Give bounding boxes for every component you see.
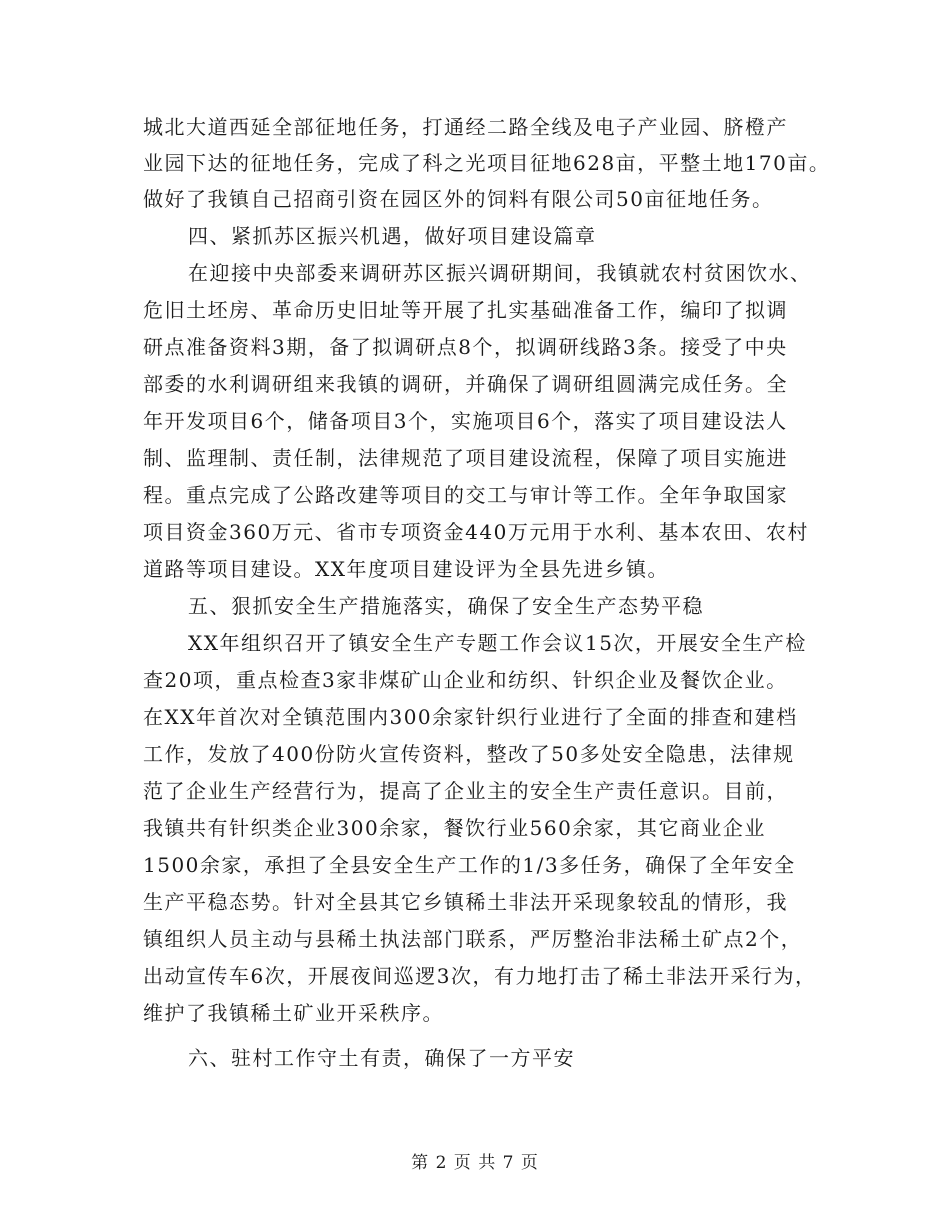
body-text-line: 镇组织人员主动与县稀土执法部门联系，严厉整治非法稀土矿点2个，: [143, 927, 803, 951]
section-heading-6: 六、驻村工作守土有责，确保了一方平安: [188, 1046, 575, 1070]
body-text-line: 1500余家，承担了全县安全生产工作的1/3多任务，确保了全年安全: [143, 853, 796, 877]
body-text-line: 危旧土坯房、革命历史旧址等开展了扎实基础准备工作，编印了拟调: [143, 298, 788, 322]
body-text-line: 出动宣传车6次，开展夜间巡逻3次，有力地打击了稀土非法开采行为，: [143, 964, 817, 988]
page-number-footer: 第 2 页 共 7 页: [411, 1153, 539, 1173]
body-text-line: 制、监理制、责任制，法律规范了项目建设流程，保障了项目实施进: [143, 446, 788, 470]
body-text-line: 研点准备资料3期，备了拟调研点8个，拟调研线路3条。接受了中央: [143, 335, 788, 359]
body-text-line: 查20项，重点检查3家非煤矿山企业和纺织、针织企业及餐饮企业。: [143, 668, 788, 692]
body-text-line: 生产平稳态势。针对全县其它乡镇稀土非法开采现象较乱的情形，我: [143, 890, 788, 914]
body-text-line: 部委的水利调研组来我镇的调研，并确保了调研组圆满完成任务。全: [143, 372, 788, 396]
body-text-line: 范了企业生产经营行为，提高了企业主的安全生产责任意识。目前，: [143, 779, 788, 803]
body-text-line: 程。重点完成了公路改建等项目的交工与审计等工作。全年争取国家: [143, 483, 788, 507]
body-text-line: 年开发项目6个，储备项目3个，实施项目6个，落实了项目建设法人: [143, 409, 788, 433]
body-text-line: 城北大道西延全部征地任务，打通经二路全线及电子产业园、脐橙产: [143, 115, 788, 139]
body-text-line: 道路等项目建设。XX年度项目建设评为全县先进乡镇。: [143, 557, 669, 581]
body-text-line: 在迎接中央部委来调研苏区振兴调研期间，我镇就农村贫困饮水、: [188, 261, 812, 285]
body-text-line: 做好了我镇自己招商引资在园区外的饲料有限公司50亩征地任务。: [143, 187, 774, 211]
body-text-line: XX年组织召开了镇安全生产专题工作会议15次，开展安全生产检: [188, 631, 807, 655]
section-heading-5: 五、狠抓安全生产措施落实，确保了安全生产态势平稳: [188, 594, 704, 618]
body-text-line: 在XX年首次对全镇范围内300余家针织行业进行了全面的排查和建档: [143, 705, 798, 729]
body-text-line: 工作，发放了400份防火宣传资料，整改了50多处安全隐患，法律规: [143, 742, 795, 766]
section-heading-4: 四、紧抓苏区振兴机遇，做好项目建设篇章: [188, 224, 597, 248]
body-text-line: 维护了我镇稀土矿业开采秩序。: [143, 1001, 444, 1025]
body-text-line: 项目资金360万元、省市专项资金440万元用于水利、基本农田、农村: [143, 520, 809, 544]
body-text-line: 业园下达的征地任务，完成了科之光项目征地628亩，平整土地170亩。: [143, 151, 831, 175]
body-text-line: 我镇共有针织类企业300余家，餐饮行业560余家，其它商业企业: [143, 816, 766, 840]
